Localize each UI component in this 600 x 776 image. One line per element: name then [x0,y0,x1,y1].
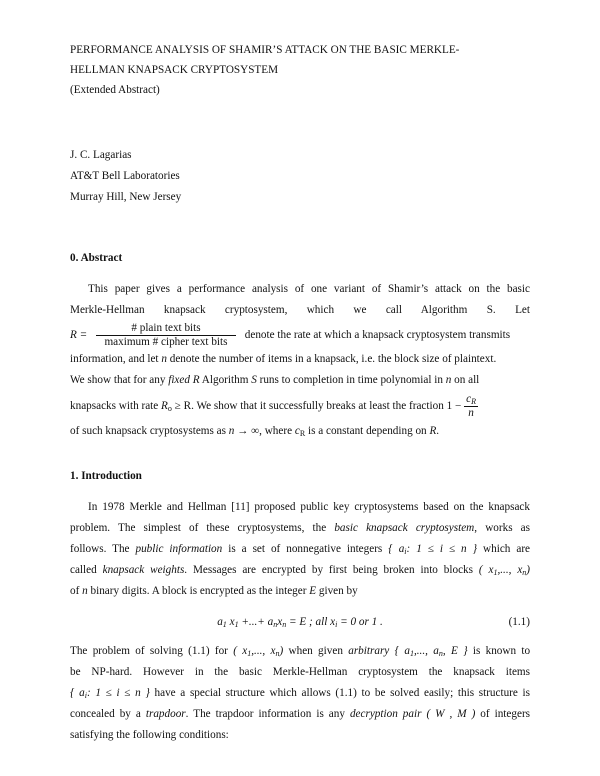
intro-l3a: follows. The [70,543,130,555]
intro-l5c: given by [318,585,358,597]
abstract-l4b: denote the number of items in a knapsack, i.e. the block size of plaintext. [169,353,497,365]
equation-body [217,616,383,628]
abstract-l6a: knapsacks with rate [70,400,159,412]
rate-denominator: maximum # cipher text bits [104,335,228,348]
abstract-line-3 [70,321,530,349]
intro-l5-e: E [309,585,317,597]
intro-line-10: satisfying the following conditions: [70,729,229,741]
fraction-denominator: n [468,406,474,419]
intro-l4-tuple: ( x [478,564,494,576]
abstract-l7d: . [436,425,440,437]
intro-l2b: , works as [474,522,531,534]
intro-l8-set2: : 1 ≤ i ≤ n } [86,687,150,699]
abstract-heading [70,248,530,269]
eq-snb: n [282,620,287,629]
abstract-l6b: ≥ R. We show that it successfully breaks at least the fraction 1 − [174,400,462,412]
abstract-line-7 [70,421,530,442]
eq-sn: n [273,620,278,629]
intro-l8b: have a special structure which allows (1.1) to be solved easily; this structure is [154,687,531,699]
intro-l4-s1: 1 [493,568,498,577]
abstract-l5b: Algorithm [201,374,249,386]
intro-l6-s1: 1 [247,649,252,658]
abstract-l7-csub: R [299,429,306,438]
intro-heading [70,466,530,487]
abstract-l6-r: R [161,400,168,412]
abstract-l7-r: R [429,425,437,437]
abstract-line-6 [70,391,530,421]
intro-l5a: of [70,585,80,597]
intro-line-8 [70,683,530,704]
equation-1-1 [70,612,530,633]
intro-l5b: binary digits. A block is encrypted as the integer [90,585,307,597]
eq-a: a [217,616,223,628]
fraction-cr-over-n [464,393,478,420]
intro-l6-tuple: ( x [233,645,248,657]
intro-l6-close: ) [279,645,284,657]
intro-line-6 [70,641,530,662]
eq-xn: x [277,616,283,628]
abstract-line-1: This paper gives a performance analysis of one variant of Shamir’s attack on the basic [88,283,530,295]
abstract-l5a: We show that for any [70,374,166,386]
intro-l3-set2: : 1 ≤ i ≤ n } [406,543,478,555]
intro-l2-em: basic knapsack cryptosystem [334,522,475,534]
rate-numerator: # plain text bits [96,322,236,336]
abstract-l5-s: S [251,374,257,386]
paper-title-line-2: HELLMAN KNAPSACK CRYPTOSYSTEM [70,64,279,76]
intro-l9b: . The trapdoor information is any [185,708,345,720]
rate-fraction [96,322,236,349]
abstract-l4a: information, and let [70,353,159,365]
intro-l3-set: { a [388,543,405,555]
intro-body-2 [70,641,530,746]
eq-end: = 0 or 1 . [337,616,383,628]
author-name: J. C. Lagarias [70,149,132,161]
abstract-line-5 [70,370,530,391]
title-block [70,40,530,100]
author-block [70,145,530,208]
eq-rest: = E ; all x [286,616,336,628]
abstract-l7a: of such knapsack cryptosystems as [70,425,226,437]
abstract-l7c: is a constant depending on [307,425,427,437]
abstract-l6-o: o [167,404,172,413]
frac-c-sub: R [471,396,476,406]
intro-l9a: concealed by a [70,708,141,720]
intro-heading-text: 1. Introduction [70,470,142,482]
intro-l5-n: n [82,585,88,597]
intro-l3b: is a set of nonnegative integers [228,543,383,555]
intro-line-4 [70,560,530,581]
intro-l4b: . Messages are encrypted by first being broken into blocks [184,564,473,576]
intro-l8-sub: i [84,691,87,700]
abstract-l5d: on all [454,374,480,386]
eq-x: x [226,616,235,628]
intro-l9c: of integers [480,708,531,720]
rate-description: denote the rate at which a knapsack cryptosystem transmits [244,329,511,341]
intro-l3-em: public information [135,543,223,555]
author-affiliation: AT&T Bell Laboratories [70,170,180,182]
abstract-l7-n: n [228,425,235,437]
frac-c: c [466,392,472,405]
intro-line-2 [70,518,530,539]
intro-body-1 [70,497,530,602]
intro-l6-sn2: n [438,649,443,658]
abstract-l4-n: n [161,353,167,365]
intro-l6-set: { a [394,645,410,657]
paper-subtitle: (Extended Abstract) [70,84,160,96]
intro-l8-set: { a [70,687,85,699]
intro-l9-em: trapdoor [145,708,186,720]
eq-s1: 1 [222,620,227,629]
intro-l6-set3: , E } [442,645,468,657]
abstract-l7-c: c [294,425,300,437]
intro-l3c: which are [483,543,531,555]
abstract-line-2: Merkle-Hellman knapsack cryptosystem, which we call Algorithm S. Let [70,304,530,316]
author-location: Murray Hill, New Jersey [70,191,182,203]
paper-title-line-1: PERFORMANCE ANALYSIS OF SHAMIR’S ATTACK ON THE BASIC MERKLE- [70,44,460,56]
abstract-l5-fixed: fixed R [168,374,200,386]
eq-mid: +...+ a [238,616,274,628]
intro-line-7: be NP-hard. However in the basic Merkle-Hellman cryptosystem the knapsack items [70,666,530,678]
intro-l6b: when given [288,645,343,657]
intro-l6-sn: n [275,649,280,658]
fraction-numerator [464,393,478,407]
abstract-l7b: → ∞, where [237,425,293,437]
intro-l6-set2: ,..., a [413,645,439,657]
intro-l4-close: ) [526,564,531,576]
abstract-line-4 [70,349,530,370]
intro-line-5 [70,581,530,602]
abstract-l5c: runs to completion in time polynomial in [259,374,443,386]
intro-l4-mid: ,..., x [497,564,523,576]
abstract-l5-n: n [445,374,452,386]
intro-l4-em: knapsack weights [102,564,185,576]
abstract-body [70,279,530,442]
intro-l9-em2: decryption pair [349,708,422,720]
rate-symbol: R = [70,329,88,341]
eq-s1b: 1 [234,620,239,629]
intro-l4-sn: n [522,568,527,577]
intro-l4a: called [70,564,97,576]
intro-l3-sub: i [404,547,407,556]
intro-l6a: The problem of solving (1.1) for [70,645,228,657]
intro-l9-pair: ( W , M ) [426,708,476,720]
intro-l6-ss: 1 [409,649,414,658]
intro-l6-mid: ,..., x [251,645,276,657]
abstract-heading-text: 0. Abstract [70,252,123,264]
eq-si: i [335,620,338,629]
intro-l6c: is known to [472,645,531,657]
intro-line-1: In 1978 Merkle and Hellman [11] proposed public key cryptosystems based on the knapsack [88,501,530,513]
equation-number: (1.1) [508,616,530,628]
intro-line-9 [70,704,530,725]
intro-l2a: problem. The simplest of these cryptosystems, the [70,522,327,534]
intro-line-3 [70,539,530,560]
intro-l6-em: arbitrary [348,645,390,657]
